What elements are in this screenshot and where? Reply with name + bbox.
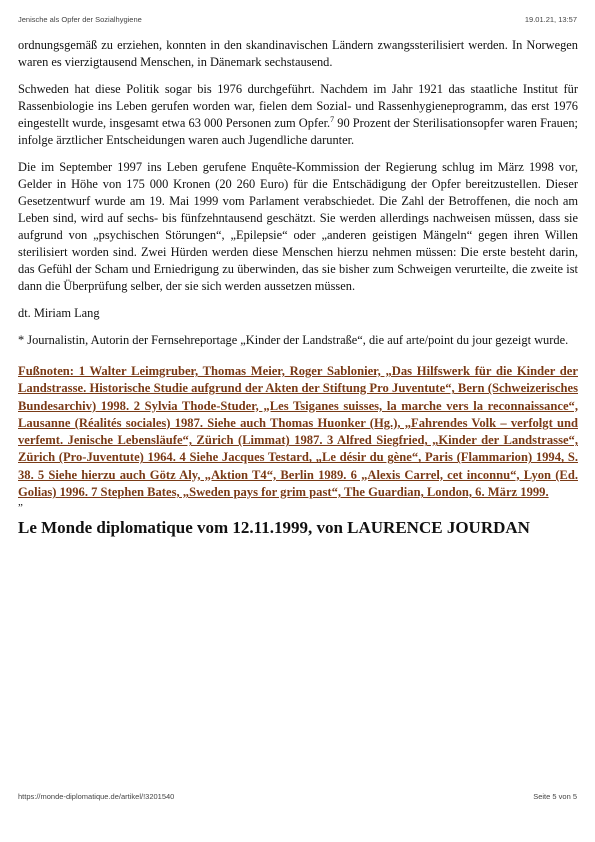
paragraph-sweden-text-end: 90 Prozent der Sterilisationsopfer waren Frauen; infolge ärztlicher Entscheidungen waren auch Jugendliche darunter. [18, 116, 578, 147]
author-note: * Journalistin, Autorin der Fernsehreportage „Kinder der Landstraße“, die auf arte/point du jour gezeigt wurde. [18, 333, 569, 347]
page-number: Seite 5 von 5 [533, 792, 577, 801]
page-url: https://monde-diplomatique.de/artikel/!3201540 [18, 792, 175, 801]
trailing-quote-mark: ” [18, 502, 23, 515]
footnotes-section [18, 363, 578, 501]
paragraph-commission: Die im September 1997 ins Leben gerufene Enquête-Kommission der Regierung schlug im März 1998 vor, Gelder in Höhe von 175 000 Kronen (20 260 Euro) für die Entschädigung der Opfer bereitzustellen. Dieser Gesetzentwurf wurde am 19. Mai 1999 vom Parlament verabschiedet. Die Zahl der Betroffenen, die noch am Leben sind, wird auf sechs- bis fünfzehntausend geschätzt. Sie werden allerdings nachweisen müssen, dass sie aufgrund von „psychischen Störungen“, „Epilepsie“ oder „anderen geistigen Mängeln“ gegen ihren Willen sterilisiert worden sind. Zwei Hürden werden diese Menschen hierzu nehmen müssen: Die erste besteht darin, das Gefühl der Scham und Erniedrigung zu überwinden, das sie bisher zum Schweigen verurteilte, die zweite ist dann die Überprüfung selber, der sie sich werden aussetzen müssen. [18, 160, 578, 293]
page-header-datetime: 19.01.21, 13:57 [524, 15, 577, 24]
paragraph-sweden-text: Schweden hat diese Politik sogar bis 1976 durchgeführt. Nachdem im Jahr 1921 das staatliche Institut für Rassenbiologie ins Leben gerufen worden war, fielen dem Sozial- und Rassenhygieneprogramm, das erst 1976 eingestellt wurde, insgesamt etwa 63 000 Personen zum Opfer. [18, 82, 578, 130]
page-header-title: Jenische als Opfer der Sozialhygiene [18, 15, 142, 24]
source-line: Le Monde diplomatique vom 12.11.1999, von LAURENCE JOURDAN [18, 518, 530, 538]
footnote-ref-7[interactable]: 7 [330, 115, 335, 124]
print-footer [18, 792, 577, 801]
paragraph-sweden [18, 81, 578, 149]
print-header [18, 15, 577, 24]
translator-credit: dt. Miriam Lang [18, 306, 100, 320]
article-body [18, 37, 578, 539]
paragraph-continuation: ordnungsgemäß zu erziehen, konnten in den skandinavischen Ländern zwangssterilisiert werden. In Norwegen waren es vierzigtausend Menschen, in Dänemark sechstausend. [18, 38, 578, 69]
footnotes-link[interactable]: Fußnoten: 1 Walter Leimgruber, Thomas Meier, Roger Sablonier, „Das Hilfswerk für die Kinder der Landstrasse. Historische Studie aufgrund der Akten der Stiftung Pro Juventute“, Bern (Schweizerisches Bundesarchiv) 1998. 2 Sylvia Thode-Studer, „Les Tsiganes suisses, la marche vers la reconnaissance“, Lausanne (Réalités sociales) 1987. Siehe auch Thomas Huonker (Hg.), „Fahrendes Volk – verfolgt und verfemt. Jenische Lebensläufe“, Zürich (Limmat) 1987. 3 Alfred Siegfried, „Kinder der Landstrasse“, Zürich (Pro-Juventute) 1964. 4 Siehe Jacques Testard, „Le désir du gène“, Paris (Flammarion) 1994, S. 38. 5 Siehe hierzu auch Götz Aly, „Aktion T4“, Berlin 1989. 6 „Alexis Carrel, cet inconnu“, Lyon (Ed. Golias) 1996. 7 Stephen Bates, „Sweden pays for grim past“, The Guardian, London, 6. März 1999. [18, 364, 578, 500]
